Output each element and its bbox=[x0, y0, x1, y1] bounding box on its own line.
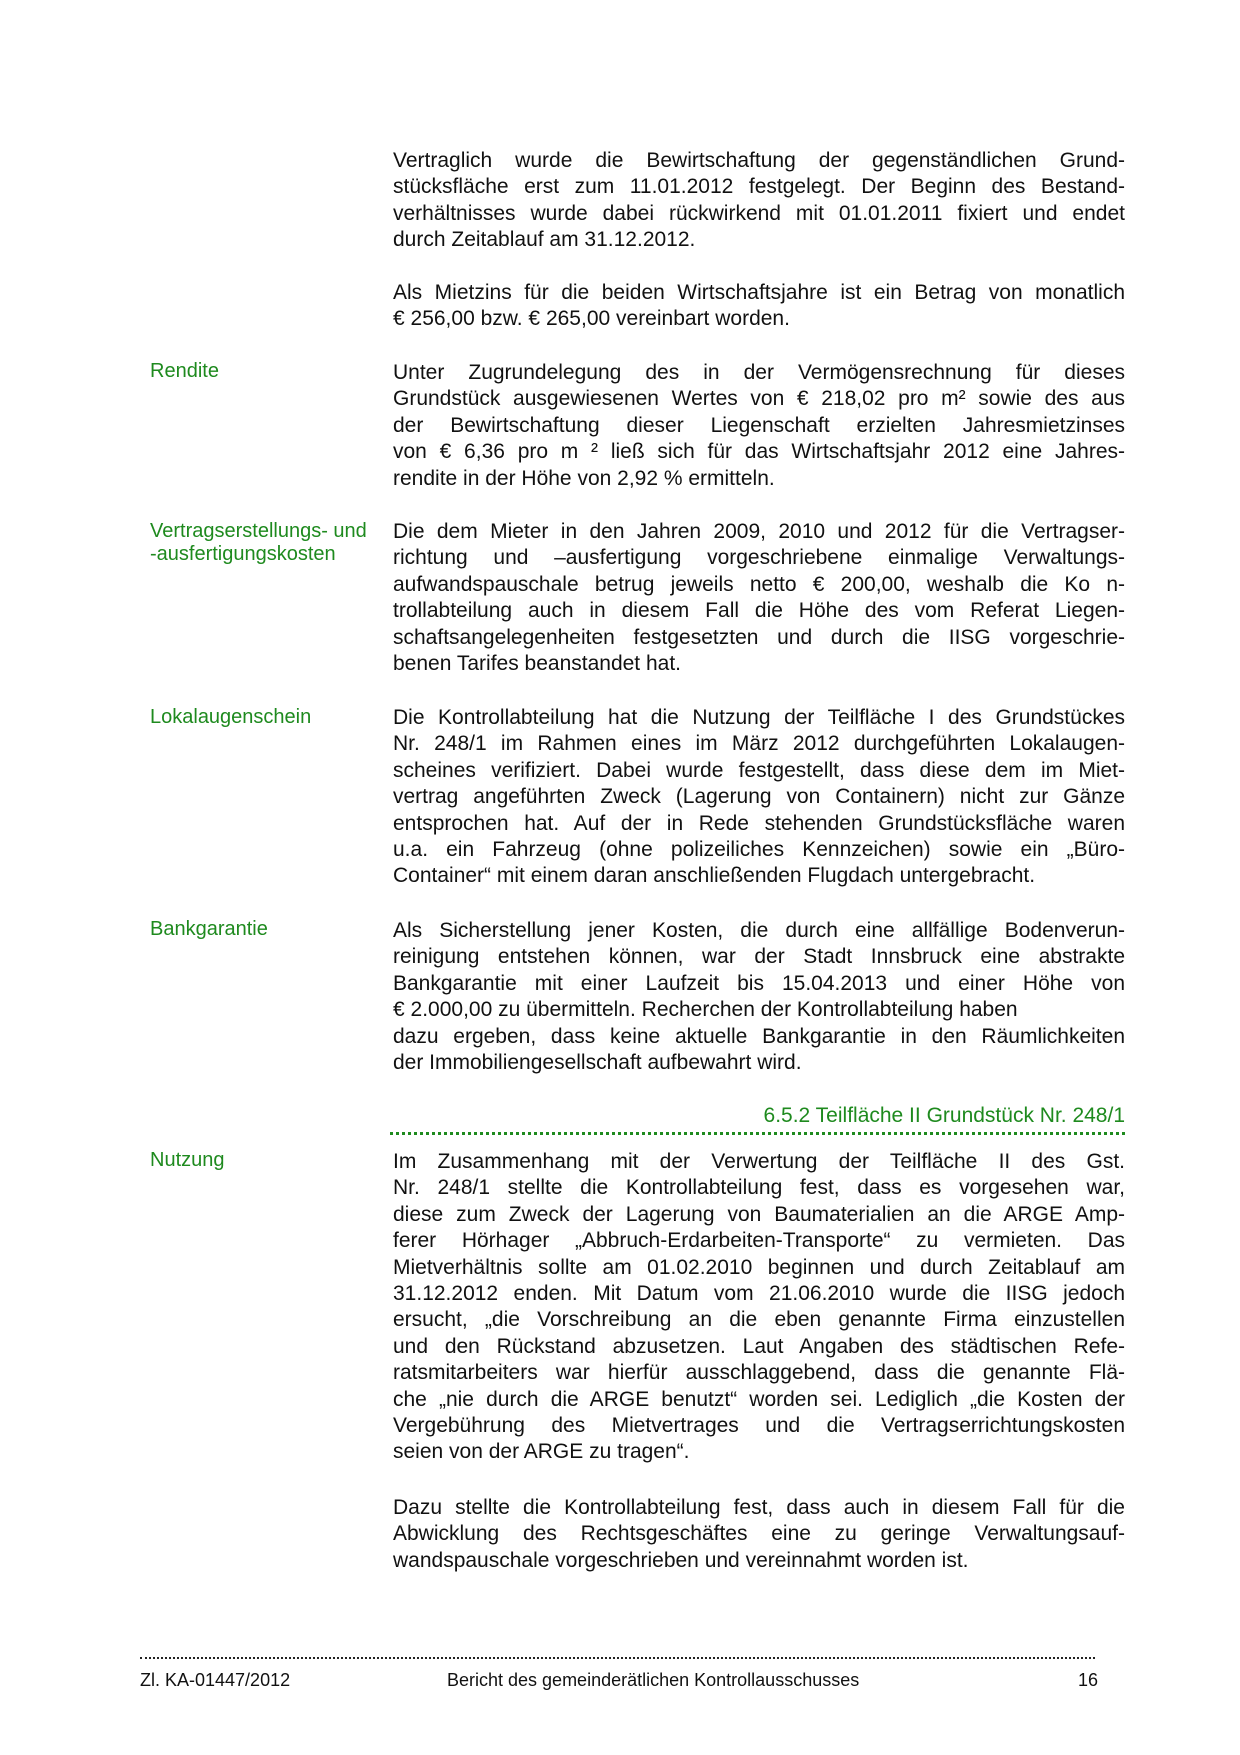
paragraph-lokalaugenschein bbox=[393, 705, 1125, 890]
margin-label-line: -ausfertigungskosten bbox=[150, 543, 336, 565]
text-line: Im Zusammenhang mit der Verwertung der Teilfläche II des Gst. bbox=[393, 1150, 1125, 1173]
text-line: schaftsangelegenheiten festgesetzten und durch die IISG vorgeschrie- bbox=[393, 625, 1125, 649]
text-line: stücksfläche erst zum 11.01.2012 festgelegt. Der Beginn des Bestand- bbox=[393, 175, 1125, 199]
text-line: Vergebührung des Mietvertrages und die Vertragserrichtungskosten bbox=[393, 1413, 1125, 1437]
text-line: richtung und –ausfertigung vorgeschriebene einmalige Verwaltungs- bbox=[393, 546, 1125, 570]
text-line: Mietverhältnis sollte am 01.02.2010 beginnen und durch Zeitablauf am bbox=[393, 1255, 1125, 1279]
text-line: benen Tarifes beanstandet hat. bbox=[393, 651, 682, 675]
text-line: Grundstück ausgewiesenen Wertes von € 218,02 pro m² sowie des aus bbox=[393, 387, 1125, 411]
paragraph-rendite bbox=[393, 360, 1125, 492]
text-line: seien von der ARGE zu tragen“. bbox=[393, 1440, 690, 1464]
text-line: u.a. ein Fahrzeug (ohne polizeiliches Kennzeichen) sowie ein „Büro- bbox=[393, 837, 1125, 861]
text-line: rendite in der Höhe von 2,92 % ermitteln. bbox=[393, 466, 775, 490]
text-line: Unter Zugrundelegung des in der Vermögensrechnung für dieses bbox=[393, 361, 1125, 384]
text-line: che „nie durch die ARGE benutzt“ worden sei. Lediglich „die Kosten der bbox=[393, 1387, 1125, 1411]
text-line: Container“ mit einem daran anschließenden Flugdach untergebracht. bbox=[393, 864, 1036, 888]
text-line: € 2.000,00 zu übermitteln. Recherchen der Kontrollabteilung haben bbox=[393, 998, 1018, 1022]
page-number: 16 bbox=[1078, 1670, 1099, 1690]
text-line: Als Sicherstellung jener Kosten, die durch eine allfällige Bodenverun- bbox=[393, 919, 1125, 942]
text-line: entsprochen hat. Auf der in Rede stehenden Grundstücksfläche waren bbox=[393, 811, 1125, 835]
text-line: Die Kontrollabteilung hat die Nutzung der Teilfläche I des Grundstückes bbox=[393, 706, 1125, 729]
text-line: Abwicklung des Rechtsgeschäftes eine zu geringe Verwaltungsauf- bbox=[393, 1522, 1125, 1546]
text-line: von € 6,36 pro m ² ließ sich für das Wirtschaftsjahr 2012 eine Jahres- bbox=[393, 440, 1125, 464]
footer-title: Bericht des gemeinderätlichen Kontrollausschusses bbox=[447, 1670, 860, 1690]
footer-divider bbox=[140, 1657, 1095, 1659]
text-line: Dazu stellte die Kontrollabteilung fest, dass auch in diesem Fall für die bbox=[393, 1496, 1125, 1519]
text-line: reinigung entstehen können, war der Stadt Innsbruck eine abstrakte bbox=[393, 945, 1125, 969]
text-line: der Immobiliengesellschaft aufbewahrt wird. bbox=[393, 1050, 802, 1074]
paragraph-bankgarantie bbox=[393, 918, 1125, 1076]
margin-label-line: Vertragserstellungs- und bbox=[150, 520, 367, 542]
margin-label-bankgarantie: Bankgarantie bbox=[150, 918, 268, 940]
text-line: ersucht, „die Vorschreibung an die eben genannte Firma einzustellen bbox=[393, 1308, 1125, 1332]
text-line: Nr. 248/1 im Rahmen eines im März 2012 durchgeführten Lokalaugen- bbox=[393, 732, 1125, 756]
text-line: Die dem Mieter in den Jahren 2009, 2010 und 2012 für die Vertragser- bbox=[393, 520, 1125, 543]
text-line: dazu ergeben, dass keine aktuelle Bankgarantie in den Räumlichkeiten bbox=[393, 1024, 1125, 1048]
text-line: aufwandspauschale betrug jeweils netto € 200,00, weshalb die Ko n- bbox=[393, 572, 1125, 596]
text-line: € 256,00 bzw. € 265,00 vereinbart worden. bbox=[393, 307, 790, 331]
paragraph-vertragskosten bbox=[393, 519, 1125, 677]
margin-label-rendite: Rendite bbox=[150, 360, 219, 382]
paragraph-conclusion bbox=[393, 1495, 1125, 1574]
text-line: der Bewirtschaftung dieser Liegenschaft erzielten Jahresmietzinses bbox=[393, 413, 1125, 437]
text-line: ferer Hörhager „Abbruch-Erdarbeiten-Transporte“ zu vermieten. Das bbox=[393, 1229, 1125, 1253]
paragraph-nutzung bbox=[393, 1149, 1125, 1466]
text-line: Nr. 248/1 stellte die Kontrollabteilung fest, dass es vorgesehen war, bbox=[393, 1176, 1125, 1200]
heading-divider bbox=[390, 1132, 1125, 1135]
text-line: vertrag angeführten Zweck (Lagerung von Containern) nicht zur Gänze bbox=[393, 785, 1125, 809]
text-line: scheines verifiziert. Dabei wurde festgestellt, dass diese dem im Miet- bbox=[393, 758, 1125, 782]
text-line: diese zum Zweck der Lagerung von Baumaterialien an die ARGE Amp- bbox=[393, 1202, 1125, 1226]
text-line: 31.12.2012 enden. Mit Datum vom 21.06.2010 wurde die IISG jedoch bbox=[393, 1281, 1125, 1305]
text-line: wandspauschale vorgeschrieben und vereinnahmt worden ist. bbox=[393, 1548, 969, 1572]
footer-reference: Zl. KA-01447/2012 bbox=[140, 1670, 291, 1690]
text-line: verhältnisses wurde dabei rückwirkend mit 01.01.2011 fixiert und endet bbox=[393, 201, 1125, 225]
section-heading: 6.5.2 Teilfläche II Grundstück Nr. 248/1 bbox=[763, 1104, 1125, 1127]
text-line: ratsmitarbeiters war hierfür ausschlaggebend, dass die genannte Flä- bbox=[393, 1361, 1125, 1385]
paragraph-contract-term bbox=[393, 148, 1125, 254]
text-line: Als Mietzins für die beiden Wirtschaftsjahre ist ein Betrag von monatlich bbox=[393, 281, 1125, 304]
text-line: trollabteilung auch in diesem Fall die Höhe des vom Referat Liegen- bbox=[393, 599, 1125, 623]
text-line: Bankgarantie mit einer Laufzeit bis 15.04.2013 und einer Höhe von bbox=[393, 971, 1125, 995]
paragraph-rent bbox=[393, 280, 1125, 333]
text-line: und den Rückstand abzusetzen. Laut Angaben des städtischen Refe- bbox=[393, 1334, 1125, 1358]
margin-label-lokalaugenschein: Lokalaugenschein bbox=[150, 706, 312, 728]
margin-label-nutzung: Nutzung bbox=[150, 1149, 225, 1171]
text-line: durch Zeitablauf am 31.12.2012. bbox=[393, 228, 696, 252]
margin-label-vertragskosten bbox=[150, 520, 367, 566]
text-line: Vertraglich wurde die Bewirtschaftung der gegenständlichen Grund- bbox=[393, 149, 1125, 172]
